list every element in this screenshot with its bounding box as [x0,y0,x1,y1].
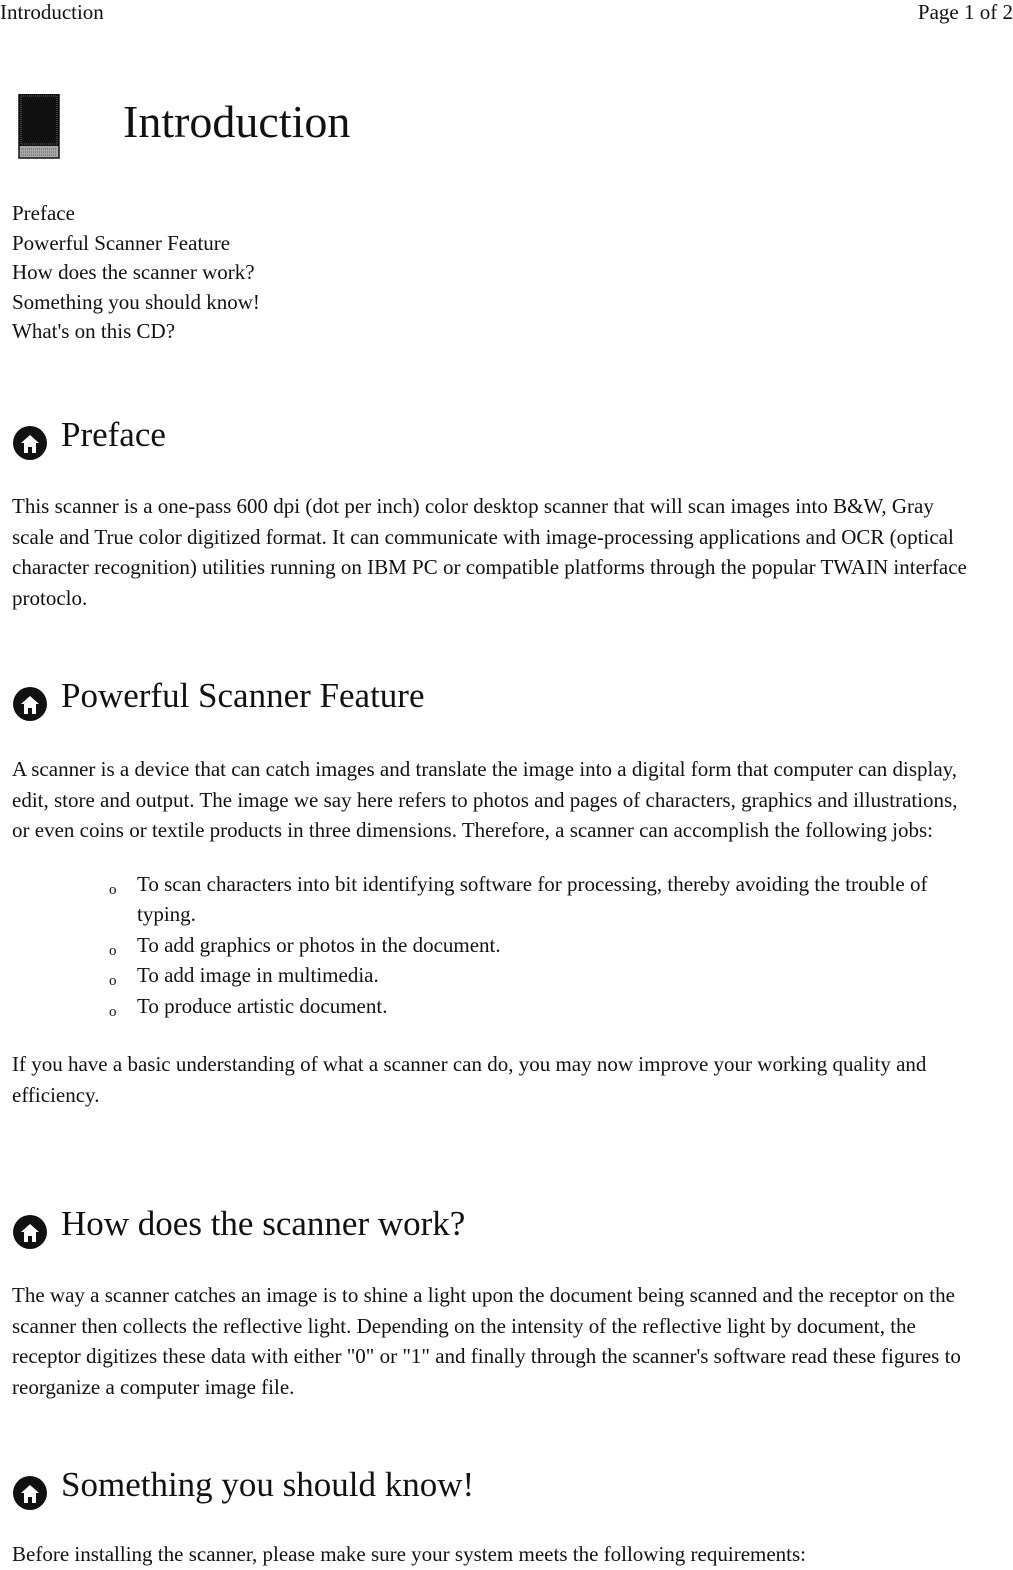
section-title: Powerful Scanner Feature [61,676,425,715]
bullet-marker: o [109,973,117,989]
book-icon [17,94,63,160]
section-preface [12,415,972,613]
list-item: o To scan characters into bit identifying software for processing, thereby avoiding the trouble of typing. [109,871,928,926]
section-how-scanner-works [12,1204,972,1402]
bullet-marker: o [109,1003,117,1020]
header-doc-title: Introduction [0,0,104,24]
bullet-marker: o [109,881,117,898]
home-icon[interactable] [12,1475,48,1511]
section-heading [12,1204,972,1252]
paragraph: Before installing the scanner, please make sure your system meets the following requirements: [12,1542,807,1566]
section-heading [12,415,972,463]
bullet-list [12,869,972,1022]
section-powerful-scanner-feature [12,676,972,1110]
print-header [0,0,1013,30]
paragraph: This scanner is a one-pass 600 dpi (dot per inch) color desktop scanner that will scan images into B&W, Gray scale and True color digitized format. It can communicate with image-processing applications and OCR (optical character recognition) utilities running on IBM PC or compatible platforms through the popular TWAIN interface protoclo. [12,494,967,610]
home-icon[interactable] [12,1214,48,1250]
list-item: o To produce artistic document. [109,991,972,1022]
toc-link-something-you-should-know[interactable]: Something you should know! [12,289,260,314]
list-item: o To add image in multimedia. [109,960,972,991]
page-title: Introduction [123,96,351,147]
section-title: Something you should know! [61,1465,475,1504]
header-page-number: Page 1 of 2 [917,0,1013,24]
home-icon[interactable] [12,425,48,461]
home-icon[interactable] [12,686,48,722]
section-heading [12,1465,972,1513]
list-item: o To add graphics or photos in the document. [109,930,972,961]
toc-link-how-does-scanner-work[interactable]: How does the scanner work? [12,260,255,284]
paragraph: The way a scanner catches an image is to shine a light upon the document being scanned and the receptor on the scanner then collects the reflective light. Depending on the intensity of the reflective light by document, the receptor digitizes these data with either "0" or "1" and finally through the scanner's software read these figures to reorganize a computer image file. [12,1283,961,1399]
section-title: Preface [61,415,166,454]
toc-link-powerful-scanner-feature[interactable]: Powerful Scanner Feature [12,230,231,255]
toc-link-whats-on-cd[interactable]: What's on this CD? [12,319,176,343]
section-title: How does the scanner work? [61,1204,466,1243]
paragraph: A scanner is a device that can catch images and translate the image into a digital form that computer can display, edit, store and output. The image we say here refers to photos and pages of characters, graphics and illustrations, or even coins or textile products in three dimensions. Therefore, a scanner can accomplish the following jobs: [12,757,958,842]
paragraph: If you have a basic understanding of what a scanner can do, you may now improve your working quality and efficiency. [12,1052,927,1107]
section-something-you-should-know [12,1465,972,1570]
table-of-contents [12,199,260,347]
section-heading [12,676,972,724]
toc-link-preface[interactable]: Preface [12,201,75,225]
bullet-marker: o [109,942,117,959]
